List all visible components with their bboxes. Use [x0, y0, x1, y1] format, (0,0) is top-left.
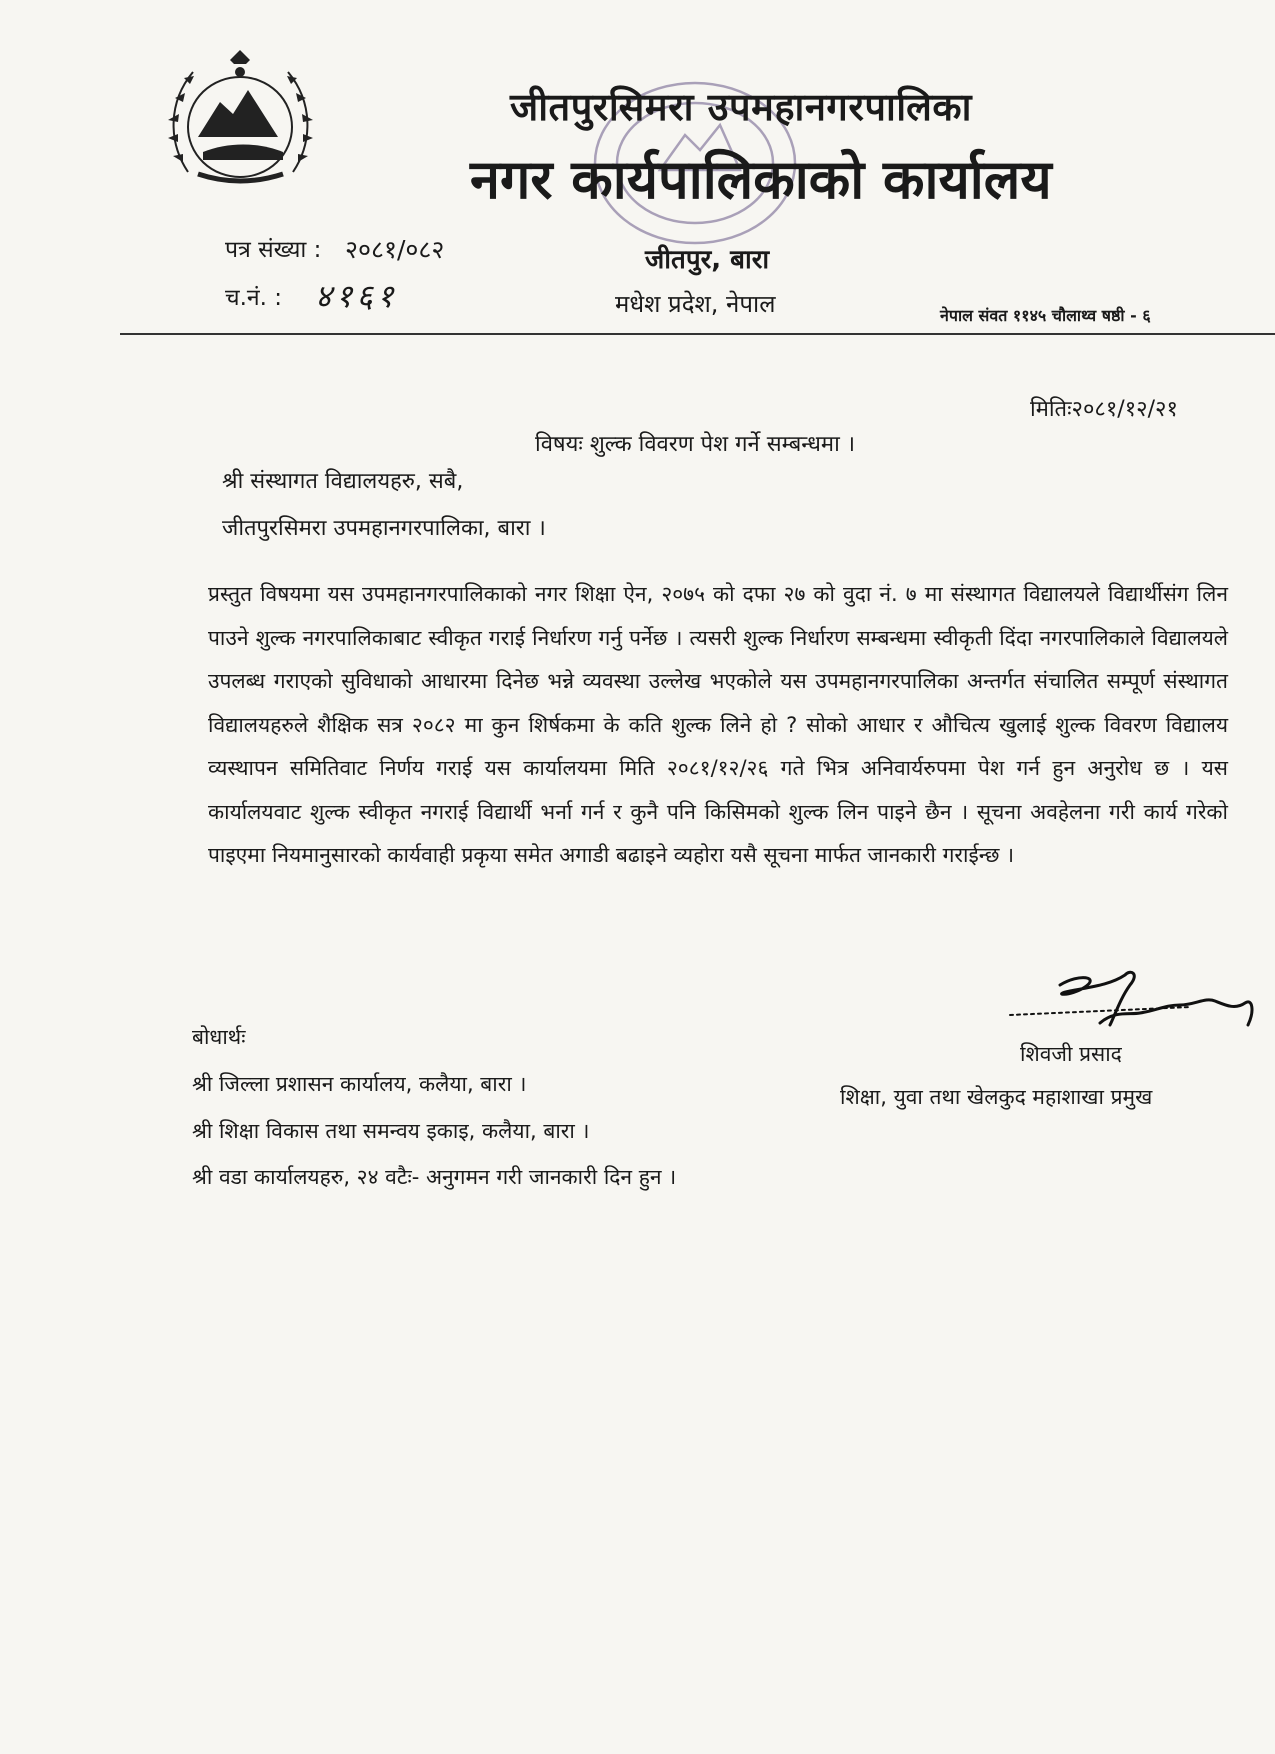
- dispatch-number-label: च.नं. :: [225, 285, 283, 311]
- municipality-name: जीतपुरसिमरा उपमहानगरपालिका: [510, 85, 972, 129]
- cc-title: बोधार्थः: [192, 1025, 246, 1049]
- office-name: नगर कार्यपालिकाको कार्यालय: [470, 148, 1052, 211]
- province-name: मधेश प्रदेश, नेपाल: [615, 290, 776, 318]
- dispatch-number-value: ४१६१: [315, 277, 398, 315]
- addressee-line-2: जीतपुरसिमरा उपमहानगरपालिका, बारा ।: [222, 516, 546, 541]
- signatory-post: शिक्षा, युवा तथा खेलकुद महाशाखा प्रमुख: [840, 1085, 1153, 1109]
- letter-subject: विषयः शुल्क विवरण पेश गर्ने सम्बन्धमा ।: [535, 432, 856, 457]
- signatory-name: शिवजी प्रसाद: [1020, 1042, 1122, 1066]
- cc-item: श्री शिक्षा विकास तथा समन्वय इकाइ, कलैया, बारा ।: [192, 1119, 590, 1143]
- letter-body: प्रस्तुत विषयमा यस उपमहानगरपालिकाको नगर शिक्षा ऐन, २०७५ को दफा २७ को वुदा नं. ७ मा संस्थागत विद्यालयले विद्यार्थीसंग लिन पाउने शुल्क नगरपालिकाबाट स्वीकृत गराई निर्धारण गर्नु पर्नेछ । त्यसरी शुल्क निर्धारण सम्बन्धमा स्वीकृती दिंदा नगरपालिकाले विद्यालयले उपलब्ध गराएको सुविधाको आधारमा दिनेछ भन्ने व्यवस्था उल्लेख भएकोले यस उपमहानगरपालिका अन्तर्गत संचालित सम्पूर्ण संस्थागत विद्यालयहरुले शैक्षिक सत्र २०८२ मा कुन शिर्षकमा के कति शुल्क लिने हो ? सोको आधार र औचित्य खुलाई शुल्क विवरण विद्यालय व्यस्थापन समितिवाट निर्णय गराई यस कार्यालयमा मिति २०८१/१२/२६ गते भित्र अनिवार्यरुपमा पेश गर्न हुन अनुरोध छ । यस कार्यालयवाट शुल्क स्वीकृत नगराई विद्यार्थी भर्ना गर्न र कुनै पनि किसिमको शुल्क लिन पाइने छैन । सूचना अवहेलना गरी कार्य गरेको पाइएमा नियमानुसारको कार्यवाही प्रकृया समेत अगाडी बढाइने व्यहोरा यसै सूचना मार्फत जानकारी गराईन्छ ।: [208, 582, 1228, 867]
- cc-item: श्री जिल्ला प्रशासन कार्यालय, कलैया, बारा ।: [192, 1072, 527, 1096]
- addressee-line-1: श्री संस्थागत विद्यालयहरु, सबै,: [222, 469, 464, 494]
- cc-item: श्री वडा कार्यालयहरु, २४ वटैः- अनुगमन गरी जानकारी दिन हुन ।: [192, 1165, 677, 1189]
- letter-number-label: पत्र संख्या :: [225, 237, 322, 263]
- header-divider: [120, 333, 1275, 335]
- letter-number-value: २०८१/०८२: [345, 235, 445, 264]
- nepal-samvat-date: नेपाल संवत ११४५ चौलाथ्व षष्ठी - ६: [940, 306, 1151, 325]
- letter-date: मितिः२०८१/१२/२१: [1030, 397, 1178, 422]
- office-location: जीतपुर, बारा: [645, 245, 770, 275]
- nepal-emblem-icon: [158, 42, 323, 192]
